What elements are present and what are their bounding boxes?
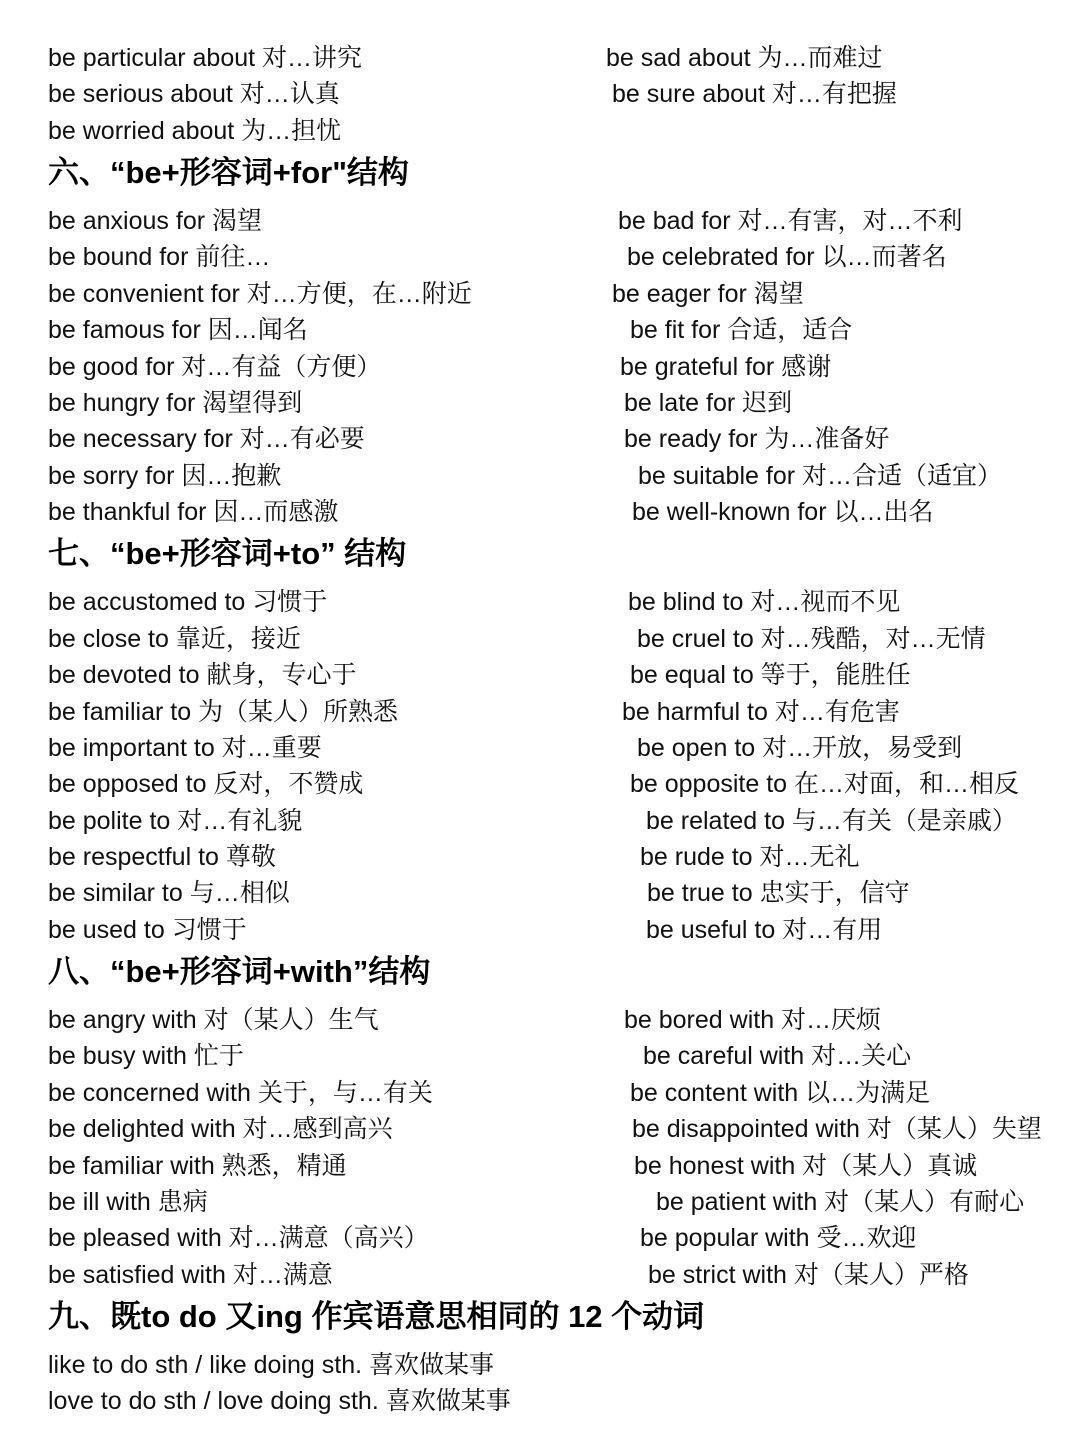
phrase-right: be useful to 对…有用 <box>646 916 883 944</box>
phrase-right: be open to 对…开放，易受到 <box>637 734 963 762</box>
phrase-left: be delighted with 对…感到高兴 <box>48 1115 393 1143</box>
phrase-left: be important to 对…重要 <box>48 734 322 762</box>
phrase-right: be strict with 对（某人）严格 <box>648 1261 969 1289</box>
phrase-right: be disappointed with 对（某人）失望 <box>632 1115 1042 1143</box>
section-heading-with: 八、“be+形容词+with”结构 <box>48 954 431 989</box>
phrase-right: be late for 迟到 <box>624 389 793 417</box>
phrase-right: be sad about 为…而难过 <box>606 44 883 72</box>
phrase-left: be close to 靠近，接近 <box>48 625 301 653</box>
phrase-left: be respectful to 尊敬 <box>48 843 276 871</box>
phrase-right: be celebrated for 以…而著名 <box>627 243 947 271</box>
phrase-left: be satisfied with 对…满意 <box>48 1261 333 1289</box>
phrase-left: be necessary for 对…有必要 <box>48 425 365 453</box>
phrase-left: be ill with 患病 <box>48 1188 208 1216</box>
section-heading-for: 六、“be+形容词+for"结构 <box>48 155 409 190</box>
phrase-right: be patient with 对（某人）有耐心 <box>656 1188 1025 1216</box>
phrase-left: be bound for 前往… <box>48 243 271 271</box>
phrase-right: be cruel to 对…残酷，对…无情 <box>637 625 986 653</box>
phrase-right: be harmful to 对…有危害 <box>622 698 900 726</box>
phrase-right: be careful with 对…关心 <box>643 1042 912 1070</box>
phrase-right: be rude to 对…无礼 <box>640 843 860 871</box>
phrase-left: be anxious for 渴望 <box>48 207 262 235</box>
phrase-left: be famous for 因…闻名 <box>48 316 308 344</box>
phrase-left: be convenient for 对…方便，在…附近 <box>48 280 472 308</box>
phrase-left: be polite to 对…有礼貌 <box>48 807 303 835</box>
phrase-left: be similar to 与…相似 <box>48 879 290 907</box>
phrase-right: be blind to 对…视而不见 <box>628 588 901 616</box>
phrase-left: be busy with 忙于 <box>48 1042 244 1070</box>
phrase-right: be fit for 合适，适合 <box>630 316 853 344</box>
phrase-right: be honest with 对（某人）真诚 <box>634 1152 978 1180</box>
phrase-left: be concerned with 关于，与…有关 <box>48 1079 433 1107</box>
phrase-right: be popular with 受…欢迎 <box>640 1224 917 1252</box>
phrase-right: be true to 忠实于，信守 <box>647 879 910 907</box>
phrase-right: be related to 与…有关（是亲戚） <box>646 807 1017 835</box>
phrase-right: be eager for 渴望 <box>612 280 804 308</box>
phrase-right: be bored with 对…厌烦 <box>624 1006 882 1034</box>
phrase-left: be thankful for 因…而感激 <box>48 498 339 526</box>
phrase-left: be familiar with 熟悉，精通 <box>48 1152 347 1180</box>
phrase-right: be equal to 等于，能胜任 <box>630 661 911 689</box>
phrase-left: be hungry for 渴望得到 <box>48 389 303 417</box>
phrase-left: be sorry for 因…抱歉 <box>48 462 282 490</box>
phrase-left: be accustomed to 习惯于 <box>48 588 328 616</box>
phrase-right: be grateful for 感谢 <box>620 353 832 381</box>
phrase-left: love to do sth / love doing sth. 喜欢做某事 <box>48 1387 511 1415</box>
phrase-left: be opposed to 反对，不赞成 <box>48 770 364 798</box>
phrase-left: like to do sth / like doing sth. 喜欢做某事 <box>48 1351 495 1379</box>
phrase-left: be pleased with 对…满意（高兴） <box>48 1224 429 1252</box>
phrase-left: be devoted to 献身，专心于 <box>48 661 357 689</box>
phrase-left: be used to 习惯于 <box>48 916 247 944</box>
phrase-left: be serious about 对…认真 <box>48 80 340 108</box>
phrase-right: be suitable for 对…合适（适宜） <box>638 462 1002 490</box>
phrase-left: be good for 对…有益（方便） <box>48 353 382 381</box>
phrase-right: be sure about 对…有把握 <box>612 80 897 108</box>
phrase-left: be angry with 对（某人）生气 <box>48 1006 379 1034</box>
section-heading-to: 七、“be+形容词+to” 结构 <box>48 536 407 571</box>
section-heading-verbs: 九、既to do 又ing 作宾语意思相同的 12 个动词 <box>48 1299 705 1334</box>
phrase-right: be bad for 对…有害，对…不利 <box>618 207 963 235</box>
phrase-right: be ready for 为…准备好 <box>624 425 890 453</box>
phrase-right: be opposite to 在…对面，和…相反 <box>630 770 1020 798</box>
phrase-right: be well-known for 以…出名 <box>632 498 934 526</box>
phrase-left: be particular about 对…讲究 <box>48 44 363 72</box>
phrase-left: be familiar to 为（某人）所熟悉 <box>48 698 399 726</box>
phrase-right: be content with 以…为满足 <box>630 1079 931 1107</box>
phrase-left: be worried about 为…担忧 <box>48 117 342 145</box>
